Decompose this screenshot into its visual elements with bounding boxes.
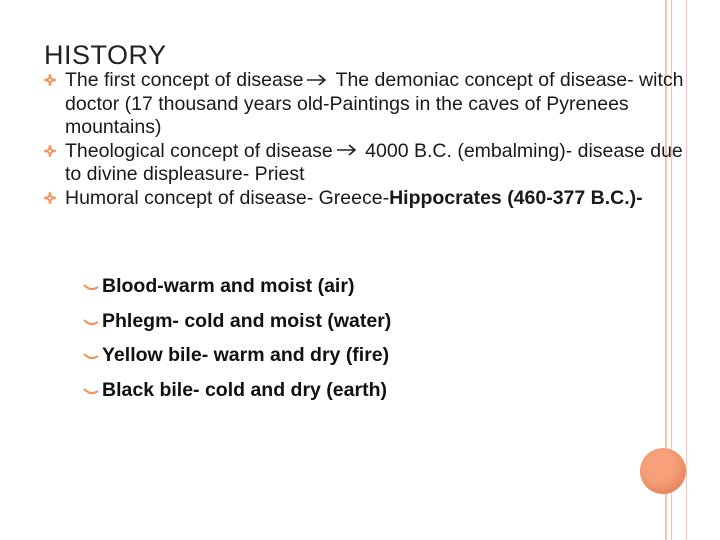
humour-text: Phlegm- cold and moist (water): [102, 309, 392, 332]
bullet-text-bold: Hippocrates (460-377 B.C.)-: [389, 186, 643, 209]
bullet-icon: [44, 192, 56, 204]
bullet-text: 4000 B.C. (embalming)- disease due to divine displeasure- Priest: [65, 139, 683, 185]
humours-list: [83, 269, 391, 407]
bullet-text: The first concept of disease: [65, 69, 304, 91]
decorative-orb: [640, 448, 686, 494]
bullet-text: The demoniac concept of disease- witch doctor (17 thousand years old-Paintings in the caves of Pyrenees mountains): [65, 69, 684, 138]
decorative-rule: [686, 0, 687, 540]
curved-dash-icon: [83, 386, 99, 396]
curved-dash-icon: [83, 317, 99, 327]
right-arrow-icon: [306, 73, 328, 87]
bullet-icon: [44, 74, 56, 86]
curved-dash-icon: [83, 282, 99, 292]
humour-item: [83, 338, 391, 373]
bullet-item: [44, 187, 684, 211]
bullet-icon: [44, 145, 56, 157]
humour-text: Blood-warm and moist (air): [102, 275, 355, 297]
humour-item: [83, 304, 391, 339]
humour-item: [83, 373, 391, 408]
bullet-item: [44, 140, 684, 187]
bullet-text: Humoral concept of disease- Greece-: [65, 186, 390, 209]
curved-dash-icon: [83, 351, 99, 361]
right-arrow-icon: [336, 143, 358, 157]
humour-text: Black bile- cold and dry (earth): [102, 378, 387, 401]
bullet-text: Theological concept of disease: [65, 139, 333, 162]
slide-title: HISTORY: [44, 40, 167, 70]
bullet-item: [44, 69, 684, 140]
humour-text: Yellow bile- warm and dry (fire): [102, 344, 390, 366]
bullet-list: [44, 69, 684, 210]
humour-item: [83, 269, 391, 304]
